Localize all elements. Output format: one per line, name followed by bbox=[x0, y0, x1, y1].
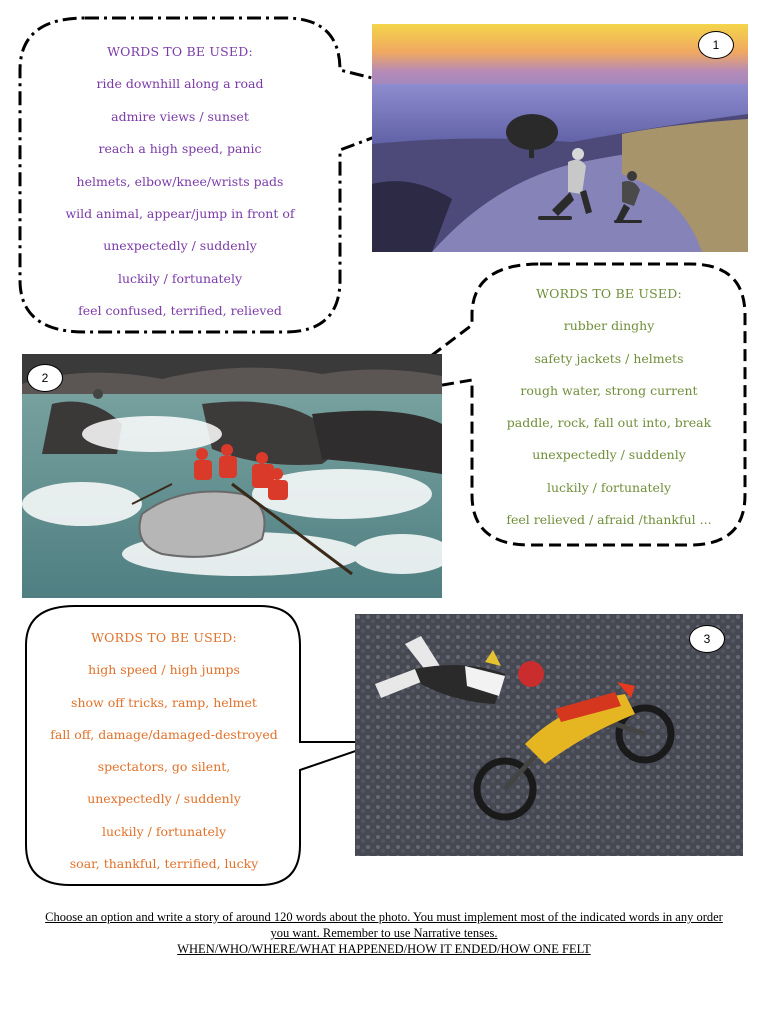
bubble2-line: unexpectedly / suddenly bbox=[532, 447, 686, 463]
instructions bbox=[40, 909, 728, 957]
bubble3-line: high speed / high jumps bbox=[88, 662, 240, 678]
photo-rafting bbox=[22, 354, 442, 598]
bubble3-line: spectators, go silent, bbox=[97, 759, 231, 775]
instructions-text: Choose an option and write a story of around 120 words about the photo. You must implement most of the indicated words in any order you want. Remember to use Narrative tenses. bbox=[45, 910, 723, 940]
photo-motocross bbox=[355, 614, 743, 856]
bubble2-title: WORDS TO BE USED: bbox=[536, 286, 682, 301]
bubble3-line: show off tricks, ramp, helmet bbox=[71, 694, 257, 710]
bubble1-line: unexpectedly / suddenly bbox=[103, 238, 257, 254]
bubble3-text bbox=[30, 622, 298, 880]
bubble2-line: luckily / fortunately bbox=[546, 479, 672, 495]
bubble1-text bbox=[40, 36, 320, 328]
story-questions: WHEN/WHO/WHERE/WHAT HAPPENED/HOW IT ENDED/HOW ONE FELT bbox=[177, 942, 591, 956]
bubble2-line: rough water, strong current bbox=[520, 382, 698, 398]
photo-longboarders bbox=[372, 24, 748, 252]
bubble1-line: helmets, elbow/knee/wrists pads bbox=[76, 173, 284, 189]
bubble3-line: luckily / fortunately bbox=[101, 823, 227, 839]
bubble2-text bbox=[480, 278, 738, 536]
bubble1-line: wild animal, appear/jump in front of bbox=[65, 206, 295, 222]
bubble1-title: WORDS TO BE USED: bbox=[107, 44, 253, 59]
photo-number-badge: 1 bbox=[698, 31, 734, 59]
bubble3-line: fall off, damage/damaged-destroyed bbox=[50, 726, 278, 742]
bubble2-line: paddle, rock, fall out into, break bbox=[506, 415, 712, 431]
bubble3-line: soar, thankful, terrified, lucky bbox=[69, 856, 259, 872]
bubble1-line: admire views / sunset bbox=[111, 108, 249, 124]
bubble3-line: unexpectedly / suddenly bbox=[87, 791, 241, 807]
bubble2-line: rubber dinghy bbox=[563, 318, 655, 334]
photo-number-badge: 3 bbox=[689, 625, 725, 653]
bubble3-title: WORDS TO BE USED: bbox=[91, 630, 237, 645]
photo-number-badge: 2 bbox=[27, 364, 63, 392]
bubble1-line: luckily / fortunately bbox=[117, 270, 243, 286]
bubble1-line: feel confused, terrified, relieved bbox=[78, 303, 282, 319]
bubble2-line: safety jackets / helmets bbox=[534, 350, 684, 366]
bubble1-line: ride downhill along a road bbox=[96, 76, 264, 92]
bubble2-line: feel relieved / afraid /thankful ... bbox=[506, 512, 712, 528]
bubble1-line: reach a high speed, panic bbox=[98, 141, 262, 157]
